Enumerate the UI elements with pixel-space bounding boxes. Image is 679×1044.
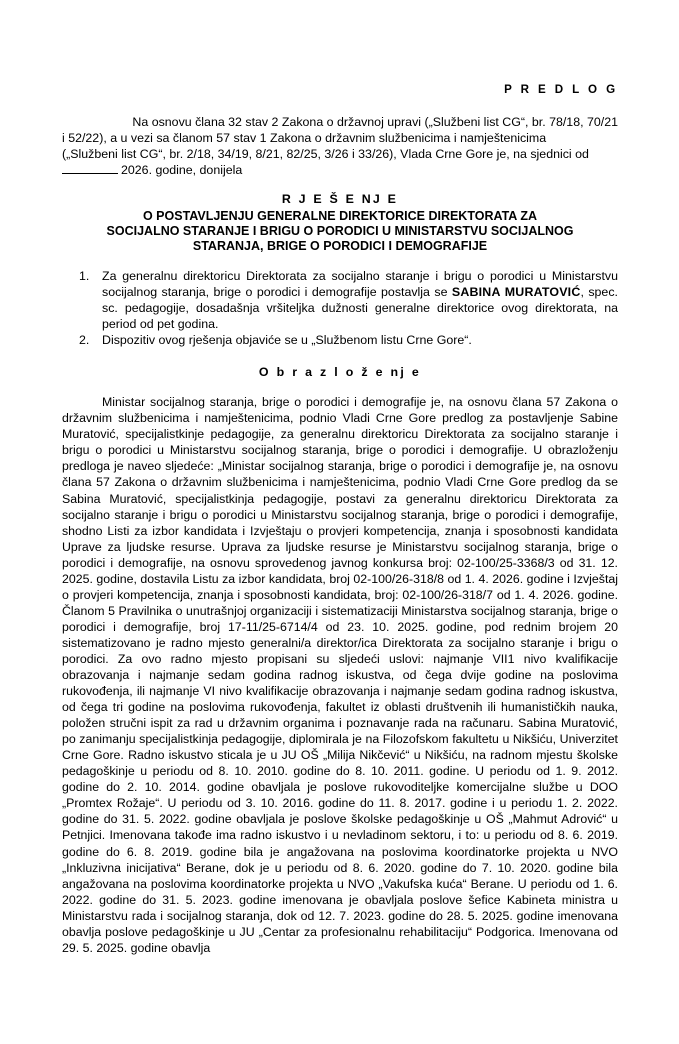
- intro-line-4-text: 2026. godine, donijela: [121, 163, 243, 178]
- title-line-1: O POSTAVLJENJU GENERALNE DIREKTORICE DIREKTORATA ZA: [142, 208, 537, 223]
- item-1-text-before: Za generalnu direktoricu Direktorata za socijalno staranje i brigu o porodici u Ministarstvu socijalnog staranja, brige o porodici i demografije postavlja se: [102, 268, 618, 299]
- title-line-3: STARANJA, BRIGE O PORODICI I DEMOGRAFIJE: [192, 239, 488, 254]
- intro-line-4: [62, 162, 618, 178]
- intro-line-2: [62, 130, 618, 146]
- intro-block: [62, 114, 618, 178]
- list-item-number: 2.: [79, 333, 90, 348]
- document-title: [62, 192, 618, 255]
- explanation-body: [62, 394, 618, 956]
- intro-line-2-text: i 52/22), a u vezi sa članom 57 stav 1 Zakona o državnim službenicima i namještenicima: [62, 130, 547, 145]
- intro-line-1: [62, 114, 618, 130]
- explanation-text: Ministar socijalnog staranja, brige o porodici i demografije je, na osnovu člana 57 Zakona o državnim službenicima i namještenicima, podnio Vladi Crne Gore predlog za postavljenje Sabine Muratović, specijalistkinje pedagogije, za generalnu direktoricu Direktorata za socijalno staranje i brigu o porodici u Ministarstvu socijalnog staranja, brige o porodici i demografije. U obrazloženju predloga je naveo sljedeće: „Ministar socijalnog staranja, brige o porodici i demografije je, na osnovu člana 57 Zakona o državnim službenicima i namještenicima, podnio Vladi Crne Gore predlog da se Sabina Muratović, specijalistkinja pedagogije, postavi za generalnu direktoricu Direktorata za socijalno staranje i brigu o porodici u Ministarstvu socijalnog staranja, brige o porodici i demografije, shodno Listi za izbor kandidata i Izvještaju o provjeri kompetencija, znanja i sposobnosti kandidata Uprave za ljudske resurse. Uprava za ljudske resurse je Ministarstvu socijalnog staranja, brige o porodici i demografije, na osnovu sprovedenog javnog konkursa broj: 02-100/25-3368/3 od 31. 12. 2025. godine, dostavila Listu za izbor kandidata, broj 02-100/26-318/8 od 1. 4. 2026. godine i Izvještaj o provjeri kompetencija, znanja i sposobnosti kandidata, broj: 02-100/26-318/7 od 1. 4. 2026. godine. Članom 5 Pravilnika o unutrašnjoj organizaciji i sistematizaciji Ministarstva socijalnog staranja, brige o porodici i demografije, broj 17-11/25-6714/4 od 23. 10. 2025. godine, pod rednim brojem 20 sistematizovano je radno mjesto generalni/a direktor/ica Direktorata za socijalno staranje i brigu o porodici. Za ovo radno mjesto propisani su sljedeći uslovi: najmanje VII1 nivo kvalifikacije obrazovanja i najmanje sedam godina radnog iskustva, od čega dvije godine na poslovima rukovođenja, ili najmanje VI nivo kvalifikacije obrazovanja i najmanje sedam godina radnog iskustva, od čega tri godine na poslovima rukovođenja, fakultet iz oblasti društvenih ili humanističkih nauka, položen stručni ispit za rad u državnim organima i poznavanje rada na računaru. Sabina Muratović, po zanimanju specijalistkinja pedagogije, diplomirala je na Filozofskom fakultetu u Nikšiću, Univerzitet Crne Gore. Radno iskustvo sticala je u JU OŠ „Milija Nikčević“ u Nikšiću, na radnom mjestu školske pedagoškinje u periodu od 8. 10. 2010. godine do 8. 10. 2011. godine. U periodu od 1. 9. 2012. godine do 2. 10. 2014. godine obavljala je poslove rukovoditeljke komercijalne službe u DOO „Promtex Rožaje“. U periodu od 3. 10. 2016. godine do 11. 8. 2017. godine i u periodu 1. 2. 2022. godine do 31. 5. 2022. godine obavljala je poslove školske pedagoškinje u OŠ „Mahmut Adrović“ u Petnjici. Imenovana takođe ima radno iskustvo i u nevladinom sektoru, i to: u periodu od 8. 6. 2019. godine do 6. 8. 2019. godine bila je angažovana na poslovima koordinatorke projekta u NVO „Inkluzivna inicijativa“ Berane, dok je u periodu od 8. 6. 2020. godine do 7. 10. 2020. godine bila angažovana na poslovima koordinatorke projekta u NVO „Vakufska kuća“ Berane. U periodu od 1. 6. 2022. godine do 31. 5. 2023. godine imenovana je obavljala poslove šefice Kabineta ministra u Ministarstvu rada i socijalnog staranja, dok od 12. 7. 2023. godine do 28. 5. 2025. godine imenovana obavlja poslove pedagoškinje u JU „Centar za profesionalnu rehabilitaciju“ Podgorica. Imenovana od 29. 5. 2025. godine obavlja: [62, 395, 618, 955]
- list-item-number: 1.: [79, 268, 90, 283]
- date-blank-field[interactable]: [62, 162, 118, 174]
- title-line-2: SOCIJALNO STARANJE I BRIGU O PORODICI U MINISTARSTVU SOCIJALNOG: [106, 223, 574, 238]
- item-2-text: Dispozitiv ovog rješenja objaviće se u „Službenom listu Crne Gore“.: [102, 333, 472, 348]
- list-item: [62, 268, 618, 332]
- first-line-indent: [62, 114, 102, 130]
- list-item: [62, 332, 618, 348]
- intro-line-1-text: Na osnovu člana 32 stav 2 Zakona o državnoj upravi („Službeni list CG“, br. 78/18, 70/21: [132, 114, 618, 129]
- item-1-text-after: , spec. sc. pedagogije, dosadašnja vršiteljka dužnosti generalne direktorice ovog direktorata, na period od pet godina.: [102, 284, 618, 332]
- list-item-body: [102, 268, 618, 332]
- title-rjesenje: R J E Š E NJ E: [281, 192, 399, 207]
- explanation-heading: O b r a z l o ž e nj e: [258, 365, 422, 380]
- appointee-name: SABINA MURATOVIĆ: [451, 284, 581, 299]
- list-item-body: [102, 332, 618, 348]
- intro-line-3: [62, 146, 618, 162]
- intro-line-3-text: („Službeni list CG“, br. 2/18, 34/19, 8/21, 82/25, 3/26 i 33/26), Vlada Crne Gore je, na sjednici od: [62, 146, 589, 161]
- dispositive-list: [62, 268, 618, 348]
- document-label: P R E D L O G: [504, 83, 618, 96]
- document-page: [0, 84, 679, 1044]
